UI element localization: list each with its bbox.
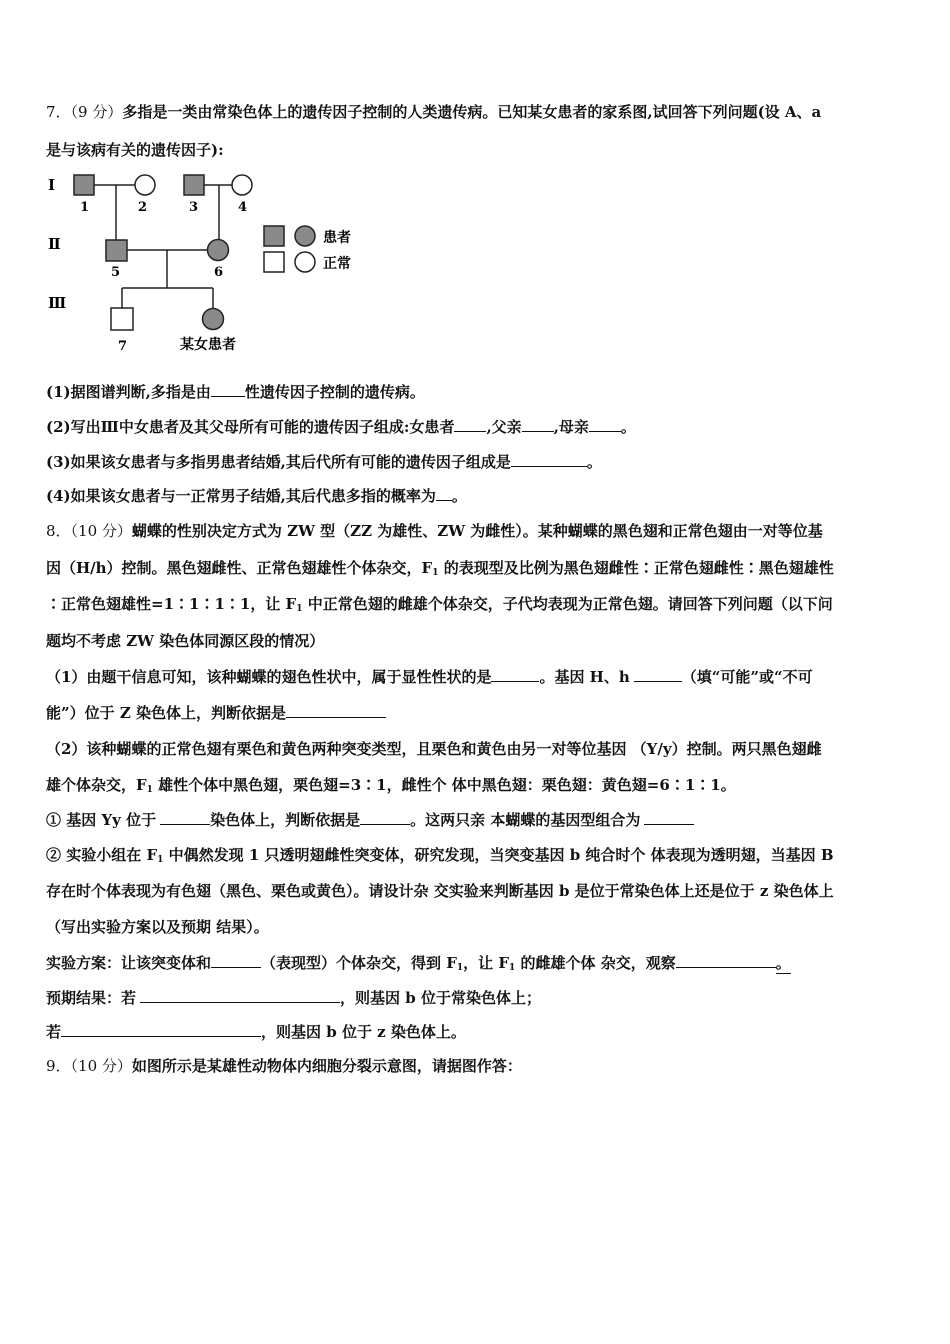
proband-affected-female: [203, 309, 224, 330]
individual-6-affected-female: [208, 240, 229, 261]
answer-blank[interactable]: [211, 953, 261, 968]
answer-blank[interactable]: [644, 810, 694, 825]
answer-blank[interactable]: [491, 667, 539, 682]
answer-blank[interactable]: [454, 417, 486, 432]
q7-sub1: (1)据图谱判断,多指是由 性遗传因子控制的遗传病。: [46, 383, 425, 401]
answer-blank[interactable]: [160, 810, 210, 825]
legend-normal-male-icon: [264, 252, 284, 272]
answer-blank[interactable]: [436, 486, 452, 501]
individual-3-affected-male: [184, 175, 204, 195]
answer-blank[interactable]: [676, 953, 776, 968]
answer-blank[interactable]: [589, 417, 621, 432]
individual-number: 4: [238, 200, 248, 215]
answer-blank[interactable]: [511, 452, 587, 467]
pedigree-diagram: [46, 170, 376, 358]
individual-5-affected-male: [106, 240, 127, 261]
answer-blank[interactable]: [61, 1022, 261, 1037]
q8-stem-line2: 因（H/h）控制。黑色翅雌性、正常色翅雄性个体杂交，$F_1$ 的表现型及比例为黑色翅雌性∶正常色翅雌性∶黑色翅雄性: [46, 559, 834, 578]
q8-expected: 预期结果：若 ，则基因 b 位于常染色体上；: [46, 989, 541, 1007]
answer-blank[interactable]: [286, 703, 386, 718]
q8-part2-line2: 雄个体杂交，$F_1$ 雄性个体中黑色翅，栗色翅=3∶1，雌性个 体中黑色翅：栗色翅：黄色翅=6∶1∶1。: [46, 776, 736, 795]
q8-part2-line1: （2）该种蝴蝶的正常色翅有栗色和黄色两种突变类型，且栗色和黄色由另一对等位基因 （Y/y）控制。两只黑色翅雌: [46, 740, 822, 758]
q8-circle2-line1: ② 实验小组在 $F_1$ 中偶然发现 1 只透明翅雌性突变体，研究发现，当突变基因 b 纯合时个 体表现为透明翅，当基因 B: [46, 846, 834, 865]
individual-1-affected-male: [74, 175, 94, 195]
q8-circle1: ① 基因 Yy 位于 染色体上，判断依据是 。这两只亲 本蝴蝶的基因型组合为: [46, 810, 908, 830]
legend-affected-label: 患者: [323, 230, 351, 246]
q7-sub4: (4)如果该女患者与一正常男子结婚,其后代患多指的概率为 。: [46, 487, 467, 505]
answer-blank[interactable]: [522, 417, 554, 432]
individual-number: 6: [214, 265, 224, 280]
q7-sub2: (2)写出Ⅲ中女患者及其父母所有可能的遗传因子组成:女患者 ,父亲 ,母亲 。: [46, 418, 636, 436]
q8-expected-z: 若 ，则基因 b 位于 z 染色体上。: [46, 1023, 466, 1041]
q8-part1-line2: 能”）位于 Z 染色体上，判断依据是: [46, 703, 908, 723]
answer-blank[interactable]: [360, 810, 410, 825]
individual-number: 3: [189, 200, 199, 215]
answer-blank[interactable]: [140, 988, 340, 1003]
answer-blank[interactable]: [634, 667, 682, 682]
q8-circle2-line3: （写出实验方案以及预期 结果）。: [46, 918, 269, 936]
legend-affected-male-icon: [264, 226, 284, 246]
q7-sub3: (3)如果该女患者与多指男患者结婚,其后代所有可能的遗传因子组成是 。: [46, 453, 602, 471]
answer-blank[interactable]: [211, 382, 245, 397]
legend-normal-label: 正常: [323, 256, 351, 272]
generation-label: Ⅰ: [48, 176, 56, 194]
q8-circle2-line2: 存在时个体表现为有色翅（黑色、栗色或黄色）。请设计杂 交实验来判断基因 b 是位于常染色体上还是位于 z 染色体上: [46, 882, 834, 900]
proband-label: 某女患者: [180, 337, 236, 353]
q7-stem-line1: 7．（9 分）多指是一类由常染色体上的遗传因子控制的人类遗传病。已知某女患者的家系图,试回答下列问题(设 A、a: [46, 103, 822, 121]
individual-number: 7: [118, 339, 128, 354]
q8-stem-line1: 8．（10 分）蝴蝶的性别决定方式为 ZW 型（ZZ 为雄性、ZW 为雌性）。某种蝴蝶的黑色翅和正常色翅由一对等位基: [46, 522, 823, 540]
individual-number: 1: [80, 200, 90, 215]
q8-stem-line4: 题均不考虑 ZW 染色体同源区段的情况）: [46, 632, 325, 650]
individual-number: 2: [138, 200, 148, 215]
individual-4-normal-female: [232, 175, 252, 195]
generation-label: Ⅱ: [48, 235, 61, 253]
legend-affected-female-icon: [295, 226, 315, 246]
legend-normal-female-icon: [295, 252, 315, 272]
individual-2-normal-female: [135, 175, 155, 195]
q8-stem-line3: ∶正常色翅雄性=1∶1∶1∶1，让 $F_1$ 中正常色翅的雌雄个体杂交，子代均表现为正常色翅。请回答下列问题（以下问: [46, 595, 833, 614]
q8-part1-line1: （1）由题干信息可知，该种蝴蝶的翅色性状中，属于显性性状的是 。基因 H、h （填“可能”或“不可: [46, 668, 813, 686]
q7-stem-line2: 是与该病有关的遗传因子):: [46, 141, 224, 159]
individual-7-normal-male: [111, 308, 133, 330]
q9-stem: 9．（10 分）如图所示是某雄性动物体内细胞分裂示意图，请据图作答：: [46, 1057, 522, 1075]
individual-number: 5: [111, 265, 121, 280]
generation-label: Ⅲ: [48, 294, 67, 312]
q8-plan: 实验方案：让该突变体和 （表现型）个体杂交，得到 $F_1$，让 $F_1$ 的雌雄个体 杂交，观察 。: [46, 954, 791, 973]
